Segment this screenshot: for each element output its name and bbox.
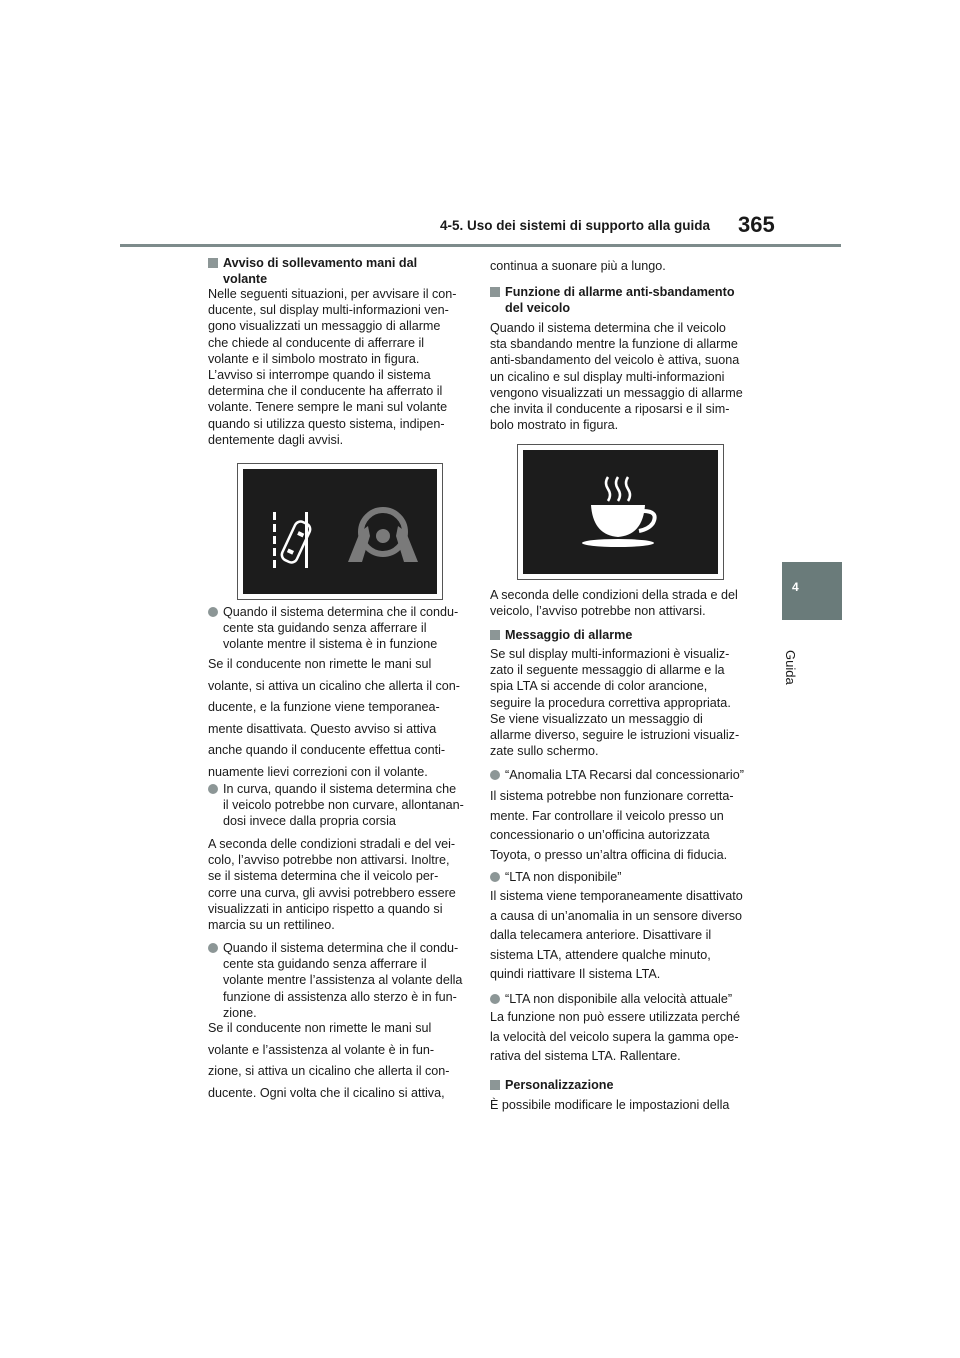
text-line: La funzione non può essere utilizzata perché: [490, 1010, 740, 1024]
text-line: mente. Far controllare il veicolo presso un: [490, 808, 724, 823]
text-line: ducente. Ogni volta che il cicalino si attiva,: [208, 1085, 445, 1100]
text-line: Il sistema viene temporaneamente disattivato: [490, 889, 743, 903]
text-line: volante mentre l’assistenza al volante della: [223, 973, 463, 988]
text-line: Se il conducente non rimette le mani sul: [208, 657, 432, 671]
paragraph: [490, 258, 752, 274]
text-line: nuamente lievi correzioni con il volante.: [208, 764, 428, 779]
paragraph: [490, 320, 752, 433]
square-bullet-icon: [490, 287, 500, 297]
round-bullet-icon: [490, 994, 500, 1004]
text-line: vengono visualizzati un messaggio di allarme: [490, 385, 743, 400]
bullet-item: [490, 991, 752, 1007]
text-line: volante: [223, 272, 268, 287]
section-heading: [490, 627, 752, 643]
header-divider: [120, 244, 841, 247]
text-line: A seconda delle condizioni stradali e del vei-: [208, 837, 456, 851]
text-line: In curva, quando il sistema determina che: [223, 782, 457, 796]
text-line: dosi invece dalla propria corsia: [223, 814, 396, 829]
text-line: dalla telecamera anteriore. Disattivare il: [490, 928, 712, 942]
text-line: Se viene visualizzato un messaggio di: [490, 711, 703, 726]
text-line: Toyota, o presso un’altra officina di fiducia.: [490, 847, 728, 862]
section-title: 4-5. Uso dei sistemi di supporto alla guida: [440, 218, 711, 233]
page-number: 365: [738, 212, 775, 237]
section-heading: [490, 284, 752, 316]
paragraph: [490, 887, 752, 985]
text-line: ducente, sul display multi-informazioni ven-: [208, 303, 449, 318]
text-line: Messaggio di allarme: [505, 628, 633, 642]
text-line: continua a suonare più a lungo.: [490, 259, 666, 273]
text-line: quando si utilizza questo sistema, indipen-: [208, 416, 445, 431]
text-line: “LTA non disponibile”: [505, 870, 622, 884]
text-line: che chiede al conducente di afferrare il: [208, 335, 425, 350]
text-line: anche quando il conducente effettua conti-: [208, 743, 446, 758]
text-line: volante. Tenere sempre le mani sul volante: [208, 400, 448, 415]
text-line: Se il conducente non rimette le mani sul: [208, 1021, 432, 1035]
text-line: visualizzati in anticipo rispetto a quando si: [208, 901, 443, 916]
text-line: zate sullo schermo.: [490, 744, 599, 759]
text-line: bolo mostrato in figura.: [490, 418, 619, 433]
text-line: corre una curva, gli avvisi potrebbero essere: [208, 885, 456, 900]
text-line: veicolo, l’avviso potrebbe non attivarsi.: [490, 604, 706, 619]
text-line: Nelle seguenti situazioni, per avvisare il con-: [208, 287, 457, 301]
text-line: il veicolo potrebbe non curvare, allontanan-: [223, 798, 464, 813]
text-line: concessionario o un’officina autorizzata: [490, 828, 710, 842]
paragraph: [490, 787, 752, 865]
text-line: sistema LTA, attendere qualche minuto,: [490, 947, 711, 962]
text-line: mente disattivata. Questo avviso si attiva: [208, 721, 437, 736]
text-line: se il sistema determina che il veicolo per-: [208, 869, 439, 884]
text-line: Quando il sistema determina che il condu-: [223, 605, 459, 619]
round-bullet-icon: [208, 943, 218, 953]
text-line: “Anomalia LTA Recarsi dal concessionario”: [505, 768, 744, 782]
text-line: un cicalino e sul display multi-informazioni: [490, 369, 725, 384]
text-line: che invita il conducente a riposarsi e il sim-: [490, 401, 730, 416]
coffee-cup-warning-figure: [517, 444, 724, 580]
square-bullet-icon: [490, 630, 500, 640]
paragraph: [208, 654, 470, 784]
text-line: Se sul display multi-informazioni è visualiz-: [490, 647, 730, 661]
text-line: volante e il simbolo mostrato in figura.: [208, 351, 420, 366]
paragraph: [208, 1018, 470, 1104]
paragraph: [208, 286, 470, 448]
text-line: ducente, e la funzione viene temporanea-: [208, 700, 440, 715]
text-line: del veicolo: [505, 301, 571, 316]
text-line: gono visualizzati un messaggio di allarme: [208, 319, 441, 334]
section-heading: [490, 1077, 752, 1093]
text-line: sta sbandando mentre la funzione di allarme: [490, 337, 738, 352]
text-line: A seconda delle condizioni della strada e del: [490, 588, 738, 602]
coffee-cup-icon: [573, 473, 673, 553]
round-bullet-icon: [208, 607, 218, 617]
text-line: zione, si attiva un cicalino che allerta il con-: [208, 1064, 450, 1079]
square-bullet-icon: [490, 1080, 500, 1090]
bullet-item: [490, 767, 752, 783]
text-line: quindi riattivare Il sistema LTA.: [490, 967, 661, 981]
round-bullet-icon: [490, 770, 500, 780]
chapter-tab[interactable]: [782, 562, 842, 620]
text-line: volante mentre il sistema è in funzione: [223, 637, 438, 652]
text-line: volante, si attiva un cicalino che allerta il con-: [208, 678, 461, 693]
text-line: È possibile modificare le impostazioni della: [490, 1098, 730, 1112]
text-line: volante e l’assistenza al volante è in fun-: [208, 1042, 435, 1057]
text-line: “LTA non disponibile alla velocità attuale”: [505, 992, 733, 1006]
section-heading: [208, 255, 470, 287]
text-line: allarme diverso, seguire le istruzioni visualiz-: [490, 727, 740, 742]
text-line: colo, l’avviso potrebbe non attivarsi. Inoltre,: [208, 853, 450, 868]
round-bullet-icon: [490, 872, 500, 882]
text-line: cente sta guidando senza afferrare il: [223, 621, 427, 636]
text-line: zione.: [223, 1005, 257, 1020]
paragraph: [490, 1097, 752, 1113]
paragraph: [490, 646, 752, 759]
paragraph: [490, 587, 752, 619]
text-line: marcia su un rettilineo.: [208, 917, 335, 932]
bullet-item: [208, 781, 470, 830]
chapter-number: 4: [792, 580, 799, 594]
text-line: Il sistema potrebbe non funzionare corretta-: [490, 789, 734, 803]
text-line: Quando il sistema determina che il condu-: [223, 941, 459, 955]
bullet-item: [490, 869, 752, 885]
text-line: Funzione di allarme anti-sbandamento: [505, 285, 735, 299]
text-line: dentemente dagli avvisi.: [208, 432, 344, 447]
round-bullet-icon: [208, 784, 218, 794]
text-line: anti-sbandamento del veicolo è attiva, suona: [490, 353, 740, 368]
text-line: zato il seguente messaggio di allarme e la: [490, 663, 725, 678]
square-bullet-icon: [208, 258, 218, 268]
steering-wheel-hands-icon: [338, 504, 428, 564]
paragraph: [490, 1008, 752, 1067]
bullet-item: [208, 940, 470, 1021]
text-line: cente sta guidando senza afferrare il: [223, 957, 427, 972]
text-line: a causa di un’anomalia in un sensore diverso: [490, 908, 743, 923]
chapter-label: Guida: [783, 650, 798, 685]
text-line: seguire la procedura correttiva appropriata.: [490, 695, 731, 710]
text-line: rativa del sistema LTA. Rallentare.: [490, 1049, 681, 1063]
text-line: funzione di assistenza allo sterzo è in fun-: [223, 989, 457, 1004]
text-line: Quando il sistema determina che il veicolo: [490, 321, 726, 335]
text-line: Personalizzazione: [505, 1078, 614, 1092]
text-line: L’avviso si interrompe quando il sistema: [208, 367, 431, 382]
text-line: Avviso di sollevamento mani dal: [223, 256, 418, 270]
paragraph: [208, 836, 470, 933]
text-line: determina che il conducente ha afferrato il: [208, 384, 443, 399]
text-line: la velocità del veicolo supera la gamma ope-: [490, 1029, 739, 1044]
bullet-item: [208, 604, 470, 653]
hands-off-warning-figure: [237, 463, 443, 600]
text-line: spia LTA si accende di color arancione,: [490, 679, 708, 694]
